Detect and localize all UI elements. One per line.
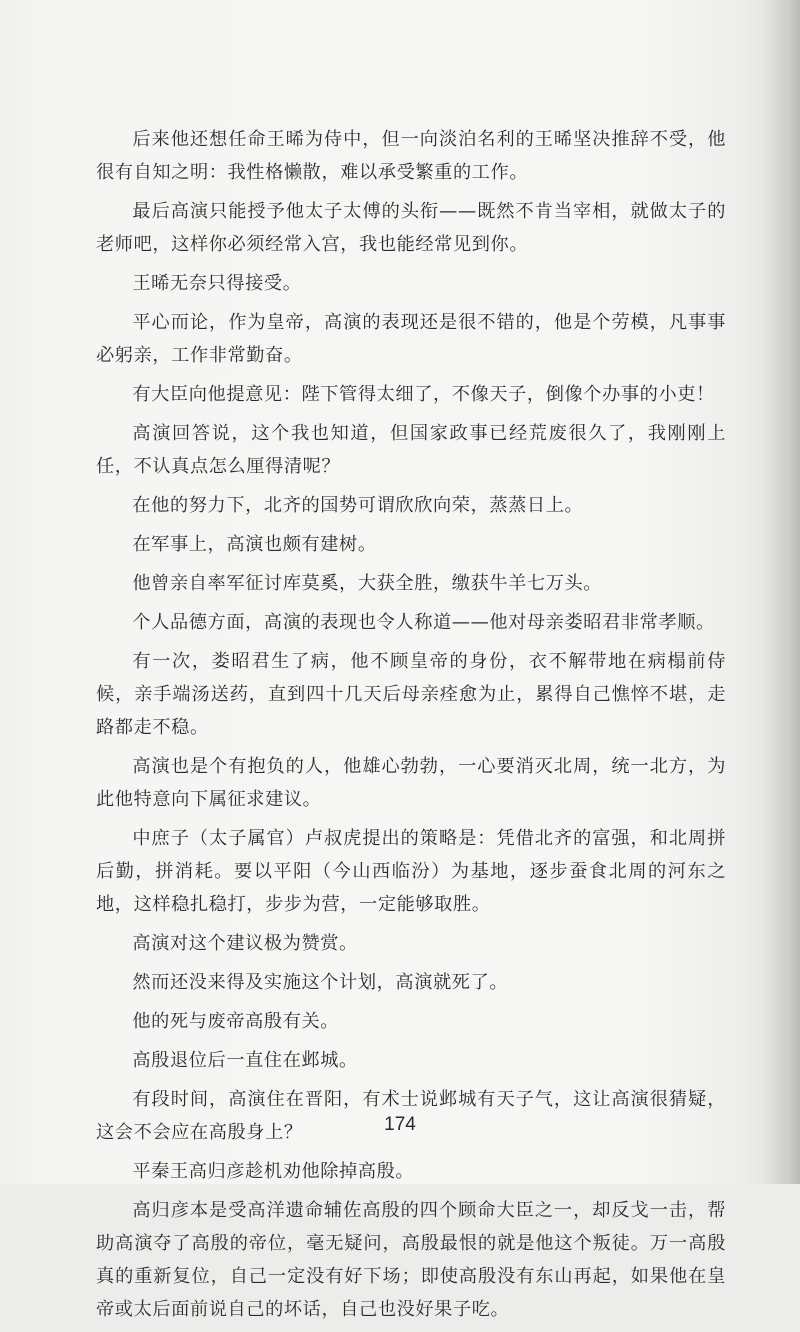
paragraph: 平心而论，作为皇帝，高演的表现还是很不错的，他是个劳模，凡事事必躬亲，工作非常勤奋。 [96,312,726,366]
paragraph: 中庶子（太子属官）卢叔虎提出的策略是：凭借北齐的富强，和北周拼后勤，拼消耗。要以平阳（今山西临汾）为基地，逐步蚕食北周的河东之地，这样稳扎稳打，步步为营，一定能够取胜。 [96,828,726,915]
paragraph: 个人品德方面，高演的表现也令人称道——他对母亲娄昭君非常孝顺。 [132,612,715,633]
paragraph: 高归彦本是受高洋遗命辅佐高殷的四个顾命大臣之一，却反戈一击，帮助高演夺了高殷的帝位，毫无疑问，高殷最恨的就是他这个叛徒。万一高殷真的重新复位，自己一定没有好下场；即使高殷没有东山再起，如果他在皇帝或太后面前说自己的坏话，自己也没好果子吃。 [96,1200,726,1320]
paragraph: 他的死与废帝高殷有关。 [132,1011,340,1032]
body-text [96,123,726,1332]
paragraph: 有大臣向他提意见：陛下管得太细了，不像天子，倒像个办事的小吏！ [132,384,715,405]
paragraph: 有一次，娄昭君生了病，他不顾皇帝的身份，衣不解带地在病榻前侍候，亲手端汤送药，直到四十几天后母亲痊愈为止，累得自己憔悴不堪，走路都走不稳。 [96,651,726,738]
paragraph: 高演回答说，这个我也知道，但国家政事已经荒废很久了，我刚刚上任，不认真点怎么厘得清呢？ [96,423,726,477]
paragraph: 平秦王高归彦趁机劝他除掉高殷。 [132,1161,415,1182]
page-number: 174 [384,1114,416,1135]
paragraph: 高演对这个建议极为赞赏。 [132,933,358,954]
paragraph: 高殷退位后一直住在邺城。 [132,1050,358,1071]
paragraph: 高演也是个有抱负的人，他雄心勃勃，一心要消灭北周，统一北方，为此他特意向下属征求建议。 [96,756,726,810]
paragraph: 最后高演只能授予他太子太傅的头衔——既然不肯当宰相，就做太子的老师吧，这样你必须经常入宫，我也能经常见到你。 [96,201,726,255]
paragraph: 他曾亲自率军征讨库莫奚，大获全胜，缴获牛羊七万头。 [132,573,603,594]
paragraph: 在军事上，高演也颇有建树。 [132,534,377,555]
binding-shadow [762,0,800,1184]
paragraph: 在他的努力下，北齐的国势可谓欣欣向荣，蒸蒸日上。 [132,495,584,516]
paragraph: 然而还没来得及实施这个计划，高演就死了。 [132,972,509,993]
paragraph: 后来他还想任命王晞为侍中，但一向淡泊名利的王晞坚决推辞不受，他很有自知之明：我性格懒散，难以承受繁重的工作。 [96,129,726,183]
paragraph: 有段时间，高演住在晋阳，有术士说邺城有天子气，这让高演很猜疑，这会不会应在高殷身上？ [96,1089,726,1143]
paragraph: 王晞无奈只得接受。 [132,273,302,294]
